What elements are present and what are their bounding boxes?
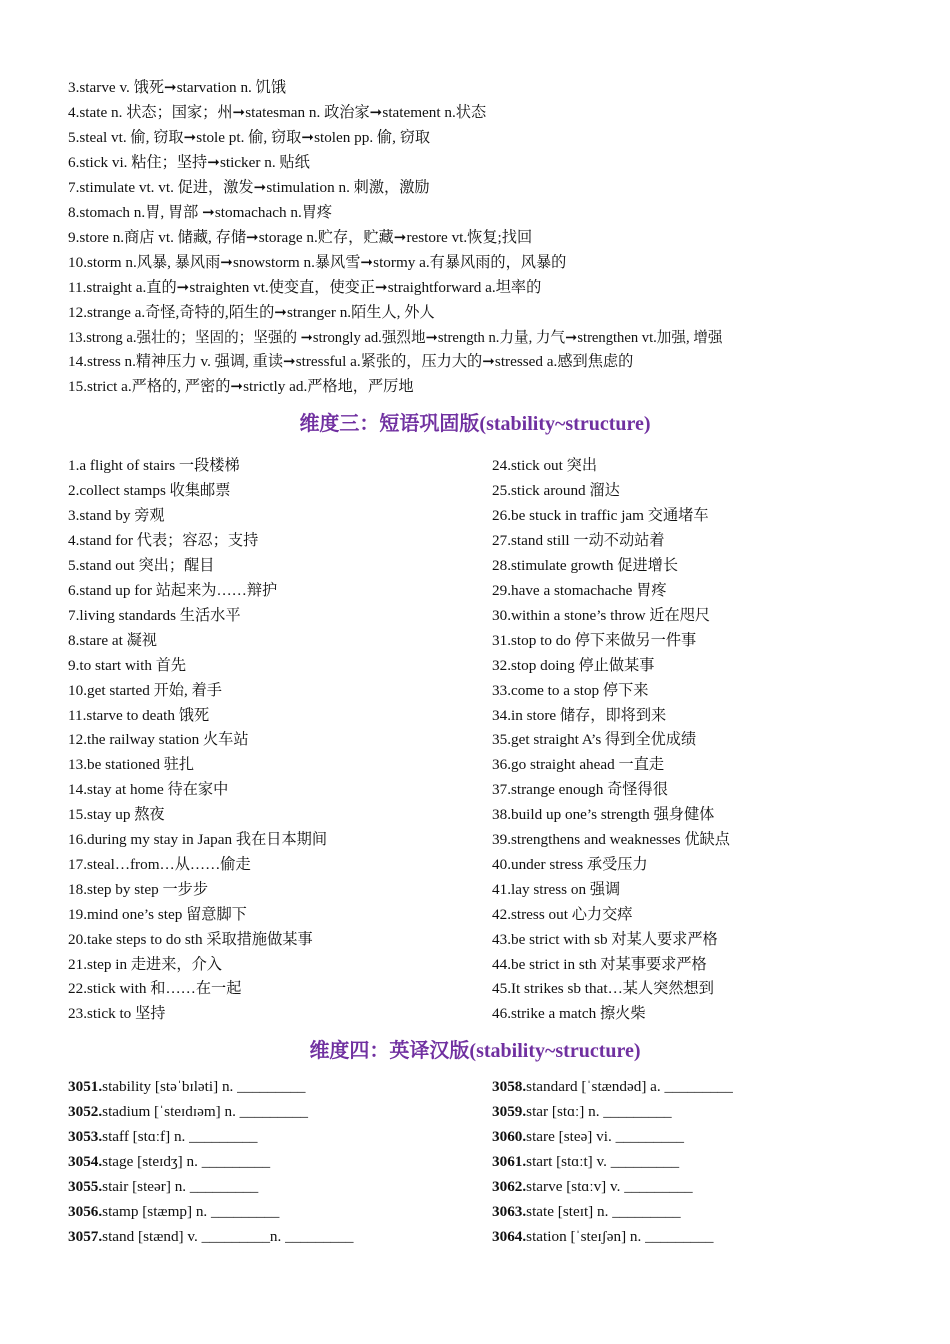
item-number: 3054. bbox=[68, 1153, 103, 1170]
phrase-item: 10.get started 开始, 着手 bbox=[68, 682, 222, 699]
item-number: 3062. bbox=[492, 1178, 527, 1195]
phrase-item: 30.within a stone’s throw 近在咫尺 bbox=[492, 607, 711, 624]
phrase-item: 34.in store 储存，即将到来 bbox=[492, 707, 667, 724]
phrase-item: 13.be stationed 驻扎 bbox=[68, 756, 195, 773]
phrase-item: 22.stick with 和……在一起 bbox=[68, 980, 242, 997]
phrase-item: 9.to start with 首先 bbox=[68, 657, 187, 674]
phrase-item: 18.step by step 一步步 bbox=[68, 881, 209, 898]
phrase-item: 27.stand still 一动不动站着 bbox=[492, 532, 665, 549]
item-number: 3059. bbox=[492, 1103, 527, 1120]
vocab-item: 12.strange a.奇怪,奇特的,陌生的➞stranger n.陌生人, 外人 bbox=[68, 304, 435, 321]
phrase-item: 14.stay at home 待在家中 bbox=[68, 781, 229, 798]
translation-item bbox=[68, 1177, 258, 1197]
item-text: stability [stəˈbɪləti] n. _________ bbox=[102, 1078, 306, 1095]
phrase-item: 6.stand up for 站起来为……辩护 bbox=[68, 582, 278, 599]
vocab-item: 6.stick vi. 粘住；坚持➞sticker n. 贴纸 bbox=[68, 154, 310, 171]
item-number: 3057. bbox=[68, 1228, 103, 1245]
phrase-item: 35.get straight A’s 得到全优成绩 bbox=[492, 731, 697, 748]
translation-item bbox=[492, 1177, 693, 1197]
vocab-item: 14.stress n.精神压力 v. 强调, 重读➞stressful a.紧张的，压力大的➞stressed a.感到焦虑的 bbox=[68, 353, 634, 370]
phrase-item: 45.It strikes sb that…某人突然想到 bbox=[492, 980, 714, 997]
vocab-item: 11.straight a.直的➞straighten vt.使变直，使变正➞straightforward a.坦率的 bbox=[68, 279, 542, 296]
item-number: 3056. bbox=[68, 1203, 103, 1220]
translation-item bbox=[492, 1102, 672, 1122]
phrase-item: 21.step in 走进来，介入 bbox=[68, 956, 222, 973]
phrase-item: 26.be stuck in traffic jam 交通堵车 bbox=[492, 507, 709, 524]
phrase-item: 29.have a stomachache 胃疼 bbox=[492, 582, 667, 599]
item-text: staff [stɑːf] n. _________ bbox=[102, 1128, 258, 1145]
phrase-item: 4.stand for 代表；容忍；支持 bbox=[68, 532, 259, 549]
phrase-item: 12.the railway station 火车站 bbox=[68, 731, 249, 748]
phrase-item: 33.come to a stop 停下来 bbox=[492, 682, 649, 699]
item-text: star [stɑː] n. _________ bbox=[526, 1103, 672, 1120]
item-number: 3061. bbox=[492, 1153, 527, 1170]
item-text: standard [ˈstændəd] a. _________ bbox=[526, 1078, 733, 1095]
phrase-item: 5.stand out 突出；醒目 bbox=[68, 557, 215, 574]
phrase-item: 28.stimulate growth 促进增长 bbox=[492, 557, 679, 574]
phrase-item: 17.steal…from…从……偷走 bbox=[68, 856, 251, 873]
translation-item bbox=[68, 1152, 270, 1172]
item-text: stand [stænd] v. _________n. _________ bbox=[102, 1228, 354, 1245]
item-number: 3058. bbox=[492, 1078, 527, 1095]
phrase-item: 19.mind one’s step 留意脚下 bbox=[68, 906, 247, 923]
item-text: station [ˈsteɪʃən] n. _________ bbox=[526, 1228, 714, 1245]
phrase-item: 23.stick to 坚持 bbox=[68, 1005, 166, 1022]
phrase-item: 11.starve to death 饿死 bbox=[68, 707, 210, 724]
vocab-item: 8.stomach n.胃, 胃部 ➞stomachach n.胃疼 bbox=[68, 204, 333, 221]
item-number: 3060. bbox=[492, 1128, 527, 1145]
phrase-item: 31.stop to do 停下来做另一件事 bbox=[492, 632, 697, 649]
phrase-item: 3.stand by 旁观 bbox=[68, 507, 165, 524]
item-text: stadium [ˈsteɪdɪəm] n. _________ bbox=[102, 1103, 309, 1120]
phrase-item: 16.during my stay in Japan 我在日本期间 bbox=[68, 831, 328, 848]
vocab-item: 15.strict a.严格的, 严密的➞strictly ad.严格地，严厉地 bbox=[68, 378, 414, 395]
vocab-item: 13.strong a.强壮的；坚固的；坚强的 ➞strongly ad.强烈地➞strength n.力量, 力气➞strengthen vt.加强, 增强 bbox=[68, 330, 723, 346]
phrase-item: 15.stay up 熬夜 bbox=[68, 806, 165, 823]
phrase-item: 42.stress out 心力交瘁 bbox=[492, 906, 633, 923]
vocab-item: 4.state n. 状态；国家；州➞statesman n. 政治家➞statement n.状态 bbox=[68, 104, 487, 121]
item-number: 3063. bbox=[492, 1203, 527, 1220]
phrase-item: 41.lay stress on 强调 bbox=[492, 881, 621, 898]
translation-item bbox=[492, 1127, 684, 1147]
phrase-item: 38.build up one’s strength 强身健体 bbox=[492, 806, 715, 823]
vocab-item: 3.starve v. 饿死➞starvation n. 饥饿 bbox=[68, 79, 287, 96]
item-number: 3053. bbox=[68, 1128, 103, 1145]
item-number: 3064. bbox=[492, 1228, 527, 1245]
translation-item bbox=[492, 1227, 713, 1247]
section4-title: 维度四：英译汉版(stability~structure) bbox=[309, 1040, 641, 1062]
translation-item bbox=[492, 1152, 679, 1172]
phrase-item: 1.a flight of stairs 一段楼梯 bbox=[68, 457, 240, 474]
phrase-item: 20.take steps to do sth 采取措施做某事 bbox=[68, 931, 313, 948]
translation-item bbox=[68, 1127, 257, 1147]
section3-title: 维度三：短语巩固版(stability~structure) bbox=[299, 413, 651, 435]
phrase-item: 36.go straight ahead 一直走 bbox=[492, 756, 665, 773]
phrase-item: 46.strike a match 擦火柴 bbox=[492, 1005, 646, 1022]
translation-item bbox=[492, 1077, 733, 1097]
vocab-item: 9.store n.商店 vt. 储藏, 存储➞storage n.贮存，贮藏➞restore vt.恢复;找回 bbox=[68, 229, 533, 246]
phrase-item: 25.stick around 溜达 bbox=[492, 482, 620, 499]
translation-item bbox=[68, 1102, 308, 1122]
vocab-item: 5.steal vt. 偷, 窃取➞stole pt. 偷, 窃取➞stolen pp. 偷, 窃取 bbox=[68, 129, 431, 146]
item-text: starve [stɑːv] v. _________ bbox=[526, 1178, 693, 1195]
phrase-item: 32.stop doing 停止做某事 bbox=[492, 657, 655, 674]
phrase-item: 8.stare at 凝视 bbox=[68, 632, 157, 649]
phrase-item: 37.strange enough 奇怪得很 bbox=[492, 781, 668, 798]
item-number: 3055. bbox=[68, 1178, 103, 1195]
translation-item bbox=[492, 1202, 681, 1222]
phrase-item: 44.be strict in sth 对某事要求严格 bbox=[492, 956, 707, 973]
vocab-item: 10.storm n.风暴, 暴风雨➞snowstorm n.暴风雪➞stormy a.有暴风雨的，风暴的 bbox=[68, 254, 567, 271]
phrase-item: 2.collect stamps 收集邮票 bbox=[68, 482, 231, 499]
phrase-item: 43.be strict with sb 对某人要求严格 bbox=[492, 931, 718, 948]
phrase-item: 39.strengthens and weaknesses 优缺点 bbox=[492, 831, 730, 848]
item-text: stamp [stæmp] n. _________ bbox=[102, 1203, 280, 1220]
vocab-item: 7.stimulate vt. vt. 促进，激发➞stimulation n. 刺激，激励 bbox=[68, 179, 430, 196]
item-text: stair [steər] n. _________ bbox=[102, 1178, 259, 1195]
translation-item bbox=[68, 1227, 353, 1247]
translation-item bbox=[68, 1077, 306, 1097]
translation-item bbox=[68, 1202, 279, 1222]
phrase-item: 24.stick out 突出 bbox=[492, 457, 598, 474]
phrase-item: 7.living standards 生活水平 bbox=[68, 607, 241, 624]
phrase-item: 40.under stress 承受压力 bbox=[492, 856, 648, 873]
item-text: stare [steə] vi. _________ bbox=[526, 1128, 684, 1145]
item-text: state [steɪt] n. _________ bbox=[526, 1203, 681, 1220]
item-text: start [stɑːt] v. _________ bbox=[526, 1153, 680, 1170]
item-number: 3052. bbox=[68, 1103, 103, 1120]
item-text: stage [steɪdʒ] n. _________ bbox=[102, 1153, 271, 1170]
item-number: 3051. bbox=[68, 1078, 103, 1095]
